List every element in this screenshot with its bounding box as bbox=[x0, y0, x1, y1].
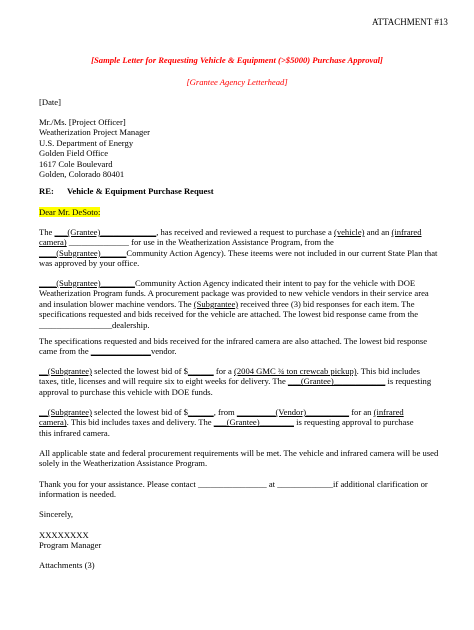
letter-text: _________________dealership. bbox=[39, 319, 150, 330]
letter-text: vendor. bbox=[150, 346, 177, 357]
letter-line bbox=[39, 227, 439, 237]
letter-text: ______ bbox=[187, 366, 214, 376]
paragraph-thanks bbox=[39, 479, 439, 500]
letter-text: selected the lowest bid of $ bbox=[91, 366, 188, 376]
salutation bbox=[39, 207, 100, 217]
address-line: U.S. Department of Energy bbox=[39, 137, 134, 148]
letter-text: is requesting approval to purchase bbox=[293, 417, 414, 428]
letter-text: ____(Subgrantee)______ bbox=[39, 247, 127, 258]
paragraph-compliance bbox=[39, 448, 439, 469]
date-placeholder: [Date] bbox=[39, 97, 61, 107]
signer-title: Program Manager bbox=[39, 540, 102, 551]
letter-text: . This bid includes taxes and delivery. The bbox=[66, 417, 214, 428]
paragraph-camera-bid bbox=[39, 407, 439, 438]
letter-text: for an bbox=[349, 407, 374, 417]
letter-text: ____(Subgrantee)________ bbox=[39, 278, 135, 288]
salutation-text: Dear Mr. DeSoto: bbox=[39, 207, 101, 217]
attachments-line: Attachments (3) bbox=[39, 560, 95, 570]
letterhead-placeholder: [Grantee Agency Letterhead] bbox=[186, 77, 288, 87]
paragraph-camera-bids bbox=[39, 336, 439, 357]
letter-text: camera) bbox=[39, 237, 67, 248]
letter-text: ___(Grantee)_____________ bbox=[54, 227, 157, 237]
letter-text: All applicable state and federal procurement requirements will be met. The vehicle and infrared camera will be used bbox=[39, 448, 439, 458]
letter-text: (Subgrantee) bbox=[193, 298, 239, 309]
letter-text: came from the bbox=[39, 346, 91, 357]
letter-text: and an bbox=[364, 227, 392, 237]
letter-text: for a bbox=[213, 366, 234, 376]
letter-text: , has received and reviewed a request to purchase a bbox=[156, 227, 334, 237]
letter-line bbox=[39, 237, 439, 247]
address-line: Golden Field Office bbox=[39, 148, 109, 159]
letter-text: selected the lowest bid of $ bbox=[91, 407, 188, 417]
letter-text: The bbox=[39, 227, 55, 237]
letter-line bbox=[39, 366, 439, 376]
letter-text: solely in the Weatherization Assistance Program. bbox=[39, 458, 208, 469]
letter-text: _____________ bbox=[277, 479, 334, 489]
letter-line bbox=[39, 376, 439, 386]
letter-text: ___(Grantee)________ bbox=[213, 417, 294, 428]
letter-text: ___(Grantee)____________ bbox=[287, 376, 386, 387]
letter-text: _________(Vendor)__________ bbox=[236, 407, 350, 417]
letter-line bbox=[39, 278, 439, 288]
re-label: RE: bbox=[39, 186, 54, 196]
letter-text: ______________ bbox=[90, 346, 151, 357]
letter-text: this infrared camera. bbox=[39, 427, 110, 438]
letter-text: ________________ bbox=[197, 479, 267, 489]
letter-text: was approved by your office. bbox=[39, 258, 140, 269]
letter-text: ______________ for use in the Weatherization Assistance Program, from the bbox=[66, 237, 334, 248]
letter-text: (infrared bbox=[391, 227, 422, 237]
letter-text: (vehicle) bbox=[333, 227, 365, 237]
letter-text: (infrared bbox=[373, 407, 404, 417]
letter-line bbox=[39, 417, 439, 427]
letter-text: (2004 GMC ¾ ton crewcab pickup) bbox=[233, 366, 357, 376]
signature-block bbox=[39, 530, 439, 551]
letter-text: is requesting bbox=[385, 376, 432, 387]
closing: Sincerely, bbox=[39, 509, 74, 519]
letter-text: Community Action Agency). These iteems were not included in our current State Plan that bbox=[126, 247, 438, 258]
letter-text: __(Subgrantee) bbox=[39, 407, 92, 417]
signer-name: XXXXXXXX bbox=[39, 530, 89, 540]
re-subject: Vehicle & Equipment Purchase Request bbox=[67, 186, 214, 196]
letter-text: received three (3) bid responses for each item. The bbox=[238, 298, 415, 309]
letter-text: if additional clarification or bbox=[333, 479, 428, 489]
paragraph-request bbox=[39, 227, 439, 269]
letter-text: Weatherization Program funds. A procurement package was provided to new vehicle vendors in their service area bbox=[39, 288, 429, 299]
letter-text: Thank you for your assistance. Please contact bbox=[39, 479, 198, 489]
letter-text: , from bbox=[213, 407, 237, 417]
letter-line bbox=[39, 248, 439, 258]
letter-text: Community Action Agency indicated their intent to pay for the vehicle with DOE bbox=[134, 278, 416, 288]
letter-line bbox=[39, 346, 439, 356]
attachment-label: ATTACHMENT #13 bbox=[372, 17, 448, 27]
letter-text: taxes, title, licenses and will require six to eight weeks for delivery. The bbox=[39, 376, 288, 387]
letter-text: information is needed. bbox=[39, 489, 117, 500]
letter-line bbox=[39, 407, 439, 417]
address-line: Golden, Colorado 80401 bbox=[39, 169, 125, 180]
recipient-address bbox=[39, 117, 439, 179]
letter-text: at bbox=[266, 479, 278, 489]
letter-text: The specifications requested and bids received for the infrared camera are also attached. The lowest bid response bbox=[39, 336, 428, 346]
letter-text: approval to purchase this vehicle with DOE funds. bbox=[39, 386, 213, 397]
letter-text: __(Subgrantee) bbox=[39, 366, 92, 376]
address-line: Weatherization Project Manager bbox=[39, 127, 150, 138]
address-line: Mr./Ms. [Project Officer] bbox=[39, 117, 126, 127]
address-line: 1617 Cole Boulevard bbox=[39, 158, 113, 169]
letter-text: ______ bbox=[187, 407, 214, 417]
letter-text: and insulation blower machine vendors. The bbox=[39, 298, 194, 309]
letter-text: specifications requested and bids received for the vehicle are attached. The lowest bid response came from the bbox=[39, 309, 419, 320]
letter-line bbox=[39, 299, 439, 309]
paragraph-vehicle-bid bbox=[39, 366, 439, 397]
letter-line bbox=[39, 479, 439, 489]
sample-letter-title: [Sample Letter for Requesting Vehicle & Equipment (>$5000) Purchase Approval] bbox=[91, 55, 383, 65]
letter-text: . This bid includes bbox=[356, 366, 420, 376]
letter-text: camera) bbox=[39, 417, 67, 428]
paragraph-procurement bbox=[39, 278, 439, 330]
